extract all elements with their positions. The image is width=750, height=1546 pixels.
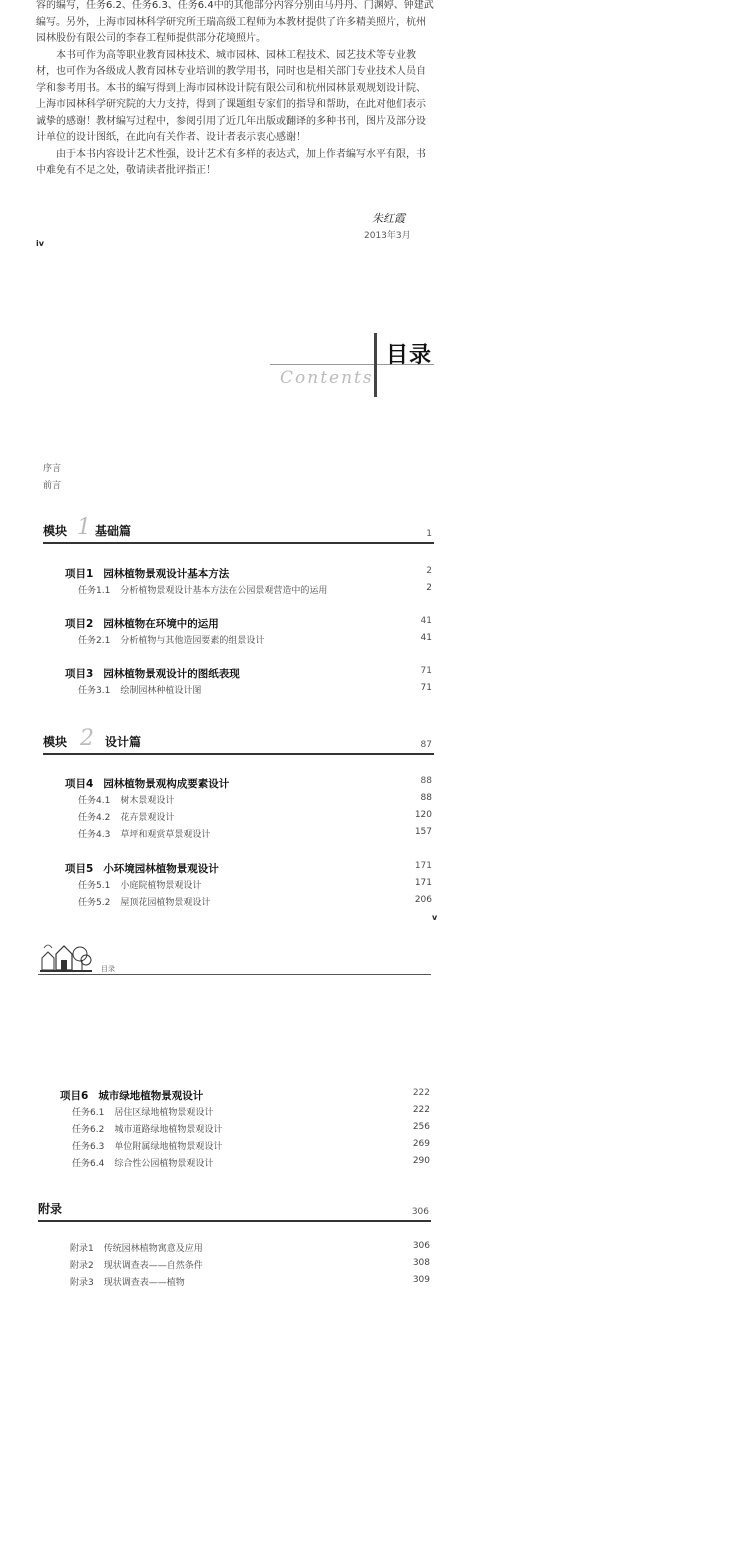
module-page: 87 — [420, 740, 432, 750]
toc-project-row[interactable] — [65, 566, 432, 580]
footer-label: 目录 — [101, 965, 115, 973]
project-page: 71 — [420, 666, 432, 676]
task-page: 256 — [412, 1122, 430, 1132]
contents-title: 目录 — [386, 343, 433, 368]
toc-project-row[interactable] — [65, 666, 432, 680]
module-2-heading — [43, 726, 434, 755]
project-code: 项目1 — [65, 568, 94, 580]
toc-task-row[interactable] — [78, 878, 432, 892]
project-title: 园林植物景观设计的图纸表现 — [103, 668, 240, 680]
task-title: 绘制园林种植设计图 — [120, 686, 202, 696]
task-code: 任务5.2 — [78, 898, 111, 908]
module-title: 设计篇 — [105, 735, 142, 749]
signature-date: 2013年3月 — [364, 231, 411, 241]
project-title: 小环境园林植物景观设计 — [103, 863, 219, 875]
task-title: 分析植物与其他造园要素的组景设计 — [120, 636, 265, 646]
toc-task-row[interactable] — [72, 1156, 430, 1170]
page-number-iv: iv — [36, 239, 44, 248]
contents-bar — [374, 333, 377, 397]
appendix-code: 附录2 — [70, 1261, 94, 1271]
task-code: 任务6.4 — [72, 1159, 105, 1169]
footer-rule — [38, 974, 431, 975]
toc-task-row[interactable] — [78, 810, 432, 824]
task-title: 分析植物景观设计基本方法在公园景观营造中的运用 — [120, 586, 328, 596]
module-label: 模块 — [43, 524, 68, 538]
task-title: 综合性公园植物景观设计 — [114, 1159, 214, 1169]
toc-project-row[interactable] — [65, 861, 432, 875]
module-title: 基础篇 — [95, 524, 132, 538]
task-code: 任务4.1 — [78, 796, 111, 806]
task-page: 120 — [414, 810, 432, 820]
project-code: 项目5 — [65, 863, 94, 875]
task-code: 任务6.2 — [72, 1125, 105, 1135]
task-code: 任务2.1 — [78, 636, 111, 646]
toc-task-row[interactable] — [78, 895, 432, 909]
toc-appendix-row[interactable] — [70, 1258, 430, 1272]
preface-paragraph: 由于本书内容设计艺术性强，设计艺术有多样的表达式，加上作者编写水平有限，书中难免有不足之处，敬请读者批评指正！ — [36, 148, 426, 176]
garden-illustration — [38, 940, 94, 976]
toc-project-row[interactable] — [65, 616, 432, 630]
task-code: 任务3.1 — [78, 686, 111, 696]
project-code: 项目3 — [65, 668, 94, 680]
project-title: 园林植物景观设计基本方法 — [103, 568, 230, 580]
task-page: 71 — [420, 683, 432, 693]
module-1-heading — [43, 515, 434, 544]
module-label: 模块 — [43, 735, 68, 749]
module-page: 1 — [426, 529, 432, 539]
task-code: 任务4.2 — [78, 813, 111, 823]
task-code: 任务4.3 — [78, 830, 111, 840]
appendix-item-page: 309 — [412, 1275, 430, 1285]
task-title: 单位附属绿地植物景观设计 — [114, 1142, 223, 1152]
appendix-item-title: 传统园林植物寓意及应用 — [103, 1244, 203, 1254]
task-title: 屋顶花园植物景观设计 — [120, 898, 211, 908]
module-numeral: 2 — [80, 726, 94, 751]
project-page: 41 — [420, 616, 432, 626]
signature-name: 朱红霞 — [372, 212, 405, 225]
task-title: 树木景观设计 — [120, 796, 175, 806]
task-title: 花卉景观设计 — [120, 813, 175, 823]
appendix-item-title: 现状调查表——植物 — [103, 1278, 185, 1288]
toc-task-row[interactable] — [78, 793, 432, 807]
task-page: 157 — [414, 827, 432, 837]
toc-task-row[interactable] — [78, 583, 432, 597]
appendix-code: 附录3 — [70, 1278, 94, 1288]
toc-task-row[interactable] — [72, 1139, 430, 1153]
project-code: 项目2 — [65, 618, 94, 630]
preface-text — [36, 0, 434, 180]
task-page: 2 — [426, 583, 432, 593]
task-page: 41 — [420, 633, 432, 643]
preface-paragraph: 本书可作为高等职业教育园林技术、城市园林、园林工程技术、园艺技术等专业教材，也可作为各级成人教育园林专业培训的教学用书，同时也是相关部门专业技术人员自学和参考用书。本书的编写得到上海市园林设计院有限公司和杭州园林景观规划设计院、上海市园林科学研究院的大力支持，得到了课题组专家们的指导和帮助，在此对他们表示诚挚的感谢！教材编写过程中，参阅引用了近几年出版或翻译的多种书刊，图片及部分设计单位的设计图纸，在此向有关作者、设计者表示衷心感谢！ — [36, 49, 426, 143]
task-title: 居住区绿地植物景观设计 — [114, 1108, 214, 1118]
toc-project-row[interactable] — [60, 1088, 430, 1102]
task-title: 草坪和观赏草景观设计 — [120, 830, 211, 840]
preface-paragraph: 容的编写，任务6.2、任务6.3、任务6.4中的其他部分内容分别由马丹丹、门渊婷、钟建武编写。另外，上海市园林科学研究所王瑞高级工程师为本教材提供了许多精美照片，杭州园林股份有限公司的李春工程师提供部分花境照片。 — [36, 0, 434, 44]
page-number-v: v — [432, 913, 438, 922]
toc-task-row[interactable] — [72, 1122, 430, 1136]
project-page: 171 — [414, 861, 432, 871]
contents-subtitle: Contents — [280, 368, 374, 388]
task-code: 任务5.1 — [78, 881, 111, 891]
task-page: 206 — [414, 895, 432, 905]
front-matter-foreword: 前言 — [43, 481, 62, 491]
appendix-item-page: 308 — [412, 1258, 430, 1268]
project-title: 城市绿地植物景观设计 — [98, 1090, 204, 1102]
task-code: 任务6.1 — [72, 1108, 105, 1118]
project-page: 222 — [412, 1088, 430, 1098]
appendix-item-title: 现状调查表——自然条件 — [103, 1261, 203, 1271]
task-code: 任务1.1 — [78, 586, 111, 596]
task-title: 小庭院植物景观设计 — [120, 881, 202, 891]
toc-task-row[interactable] — [72, 1105, 430, 1119]
appendix-page: 306 — [411, 1207, 429, 1217]
project-title: 园林植物在环境中的运用 — [103, 618, 219, 630]
appendix-item-page: 306 — [412, 1241, 430, 1251]
appendix-code: 附录1 — [70, 1244, 94, 1254]
task-page: 269 — [412, 1139, 430, 1149]
toc-appendix-row[interactable] — [70, 1275, 430, 1289]
toc-project-row[interactable] — [65, 776, 432, 790]
toc-appendix-row[interactable] — [70, 1241, 430, 1255]
toc-task-row[interactable] — [78, 633, 432, 647]
project-page: 2 — [426, 566, 432, 576]
appendix-heading — [38, 1200, 431, 1222]
toc-task-row[interactable] — [78, 683, 432, 697]
module-numeral: 1 — [77, 515, 91, 540]
task-page: 88 — [420, 793, 432, 803]
project-code: 项目4 — [65, 778, 94, 790]
appendix-title: 附录 — [38, 1202, 63, 1216]
task-title: 城市道路绿地植物景观设计 — [114, 1125, 223, 1135]
task-page: 222 — [412, 1105, 430, 1115]
task-page: 171 — [414, 878, 432, 888]
project-page: 88 — [420, 776, 432, 786]
task-code: 任务6.3 — [72, 1142, 105, 1152]
front-matter-preface: 序言 — [43, 464, 62, 474]
project-code: 项目6 — [60, 1090, 89, 1102]
toc-task-row[interactable] — [78, 827, 432, 841]
project-title: 园林植物景观构成要素设计 — [103, 778, 230, 790]
task-page: 290 — [412, 1156, 430, 1166]
